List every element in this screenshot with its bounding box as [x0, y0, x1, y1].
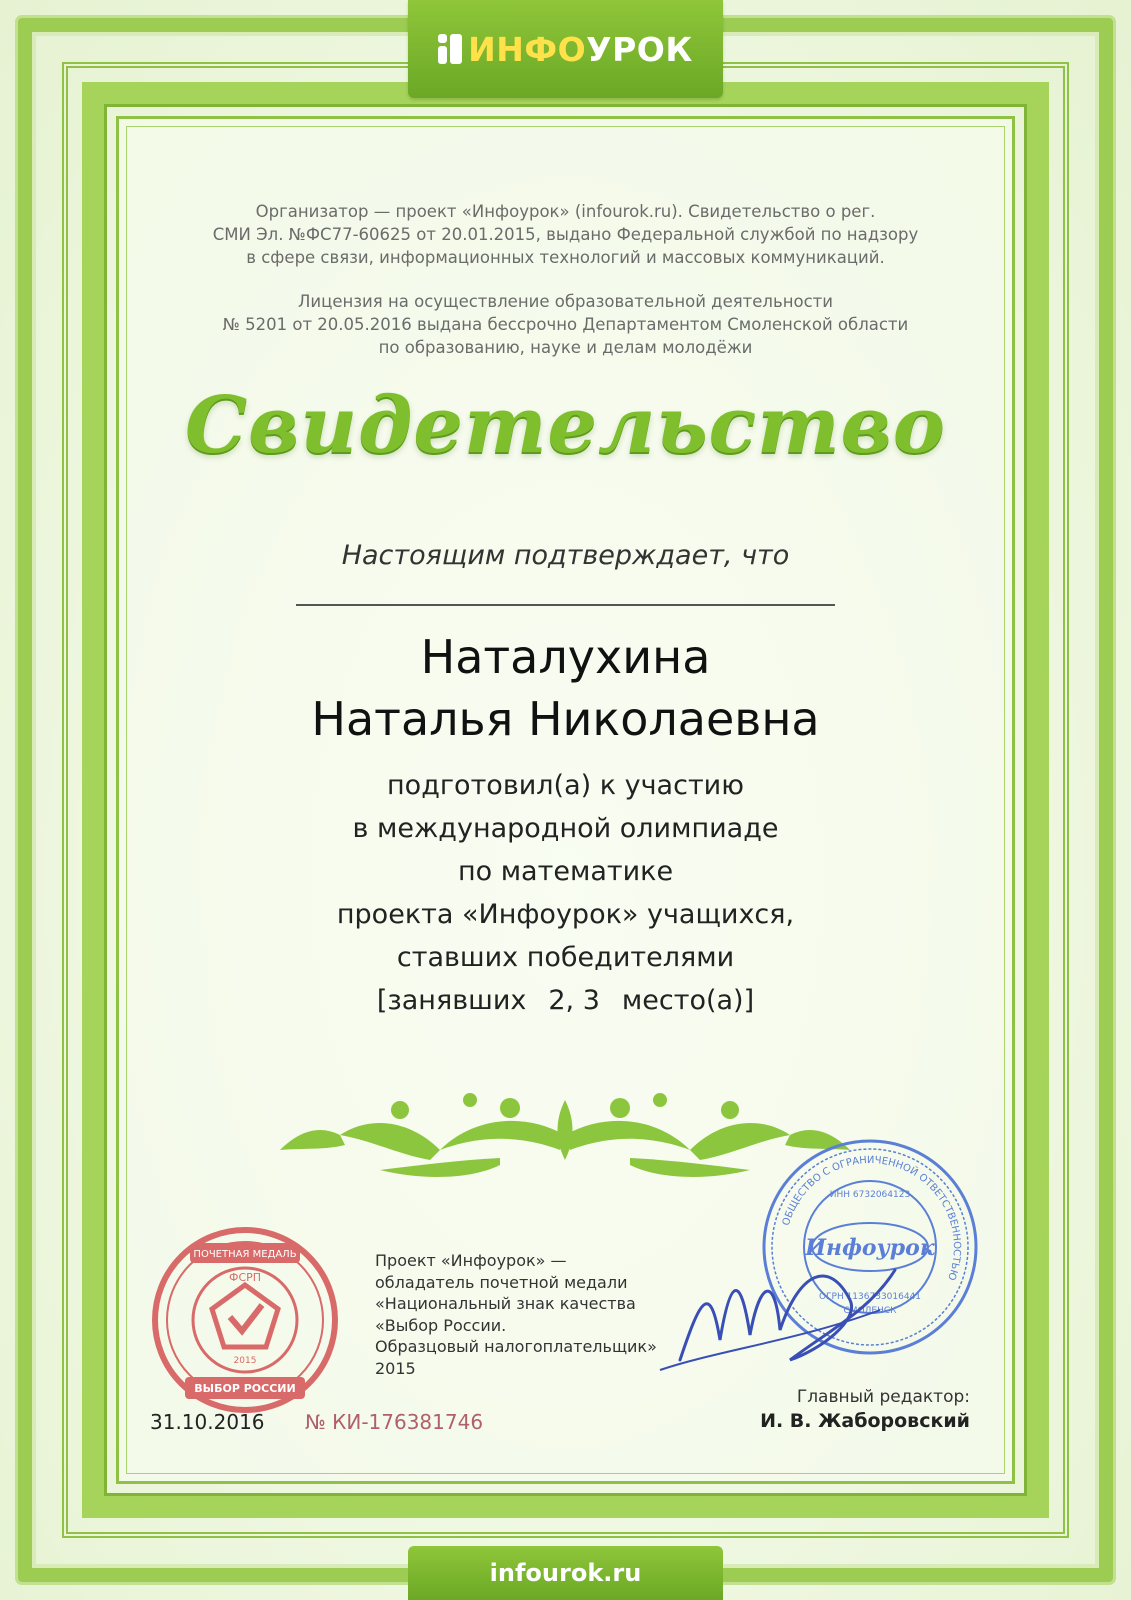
quality-medal-seal: [150, 1225, 340, 1415]
logo-wordmark: ИНФОУРОК: [468, 29, 693, 69]
medal-note-line: «Выбор России.: [375, 1315, 507, 1335]
body-line: по математике: [457, 856, 674, 887]
medal-note-line: обладатель почетной медали: [375, 1272, 628, 1292]
license-line: № 5201 от 20.05.2016 выдана бессрочно Департаментом Смоленской области: [222, 315, 909, 334]
certificate-body: [140, 764, 991, 1022]
divider-line: [296, 604, 835, 606]
place-open: [занявших: [376, 985, 527, 1016]
footer-tab: [408, 1546, 723, 1600]
svg-text:ФСРП: ФСРП: [228, 1271, 262, 1284]
body-line: проекта «Инфоурок» учащихся,: [336, 899, 795, 930]
svg-text:ПОЧЕТНАЯ МЕДАЛЬ: ПОЧЕТНАЯ МЕДАЛЬ: [193, 1249, 297, 1260]
organizer-line: в сфере связи, информационных технологий и массовых коммуникаций.: [246, 248, 885, 267]
recipient-given-names: Наталья Николаевна: [311, 692, 820, 746]
medal-note-line: Проект «Инфоурок» —: [375, 1251, 567, 1270]
signature-mark: [640, 1240, 900, 1390]
editor-name: И. В. Жаборовский: [760, 1410, 970, 1432]
body-line: в международной олимпиаде: [352, 813, 779, 844]
site-link[interactable]: infourok.ru: [489, 1559, 642, 1587]
place-close: место(а)]: [621, 985, 755, 1016]
confirms-text: Настоящим подтверждает, что: [341, 540, 790, 571]
medal-note: [375, 1250, 657, 1379]
body-line: ставших победителями: [396, 942, 735, 973]
certificate-number: № КИ-176381746: [305, 1410, 484, 1434]
svg-text:ИНН 6732064123: ИНН 6732064123: [829, 1190, 911, 1200]
organizer-line: Организатор — проект «Инфоурок» (infourok.ru). Свидетельство о рег.: [255, 202, 876, 221]
medal-note-line: Образцовый налогоплательщик»: [375, 1337, 657, 1356]
organizer-line: СМИ Эл. №ФС77-60625 от 20.01.2015, выдано Федеральной службой по надзору: [212, 225, 919, 244]
license-info: [140, 290, 991, 359]
svg-text:ВЫБОР РОССИИ: ВЫБОР РОССИИ: [194, 1382, 296, 1395]
license-line: по образованию, науке и делам молодёжи: [378, 338, 753, 357]
organizer-info: [140, 200, 991, 269]
medal-note-line: 2015: [375, 1358, 416, 1378]
medal-note-line: «Национальный знак качества: [375, 1294, 636, 1313]
certificate-title: Свидетельство: [185, 380, 946, 471]
svg-text:Инфоурок: Инфоурок: [805, 1235, 935, 1261]
license-line: Лицензия на осуществление образовательной деятельности: [297, 292, 833, 311]
recipient-surname: Наталухина: [420, 630, 711, 684]
logo-header: [408, 0, 723, 98]
issue-date: 31.10.2016: [150, 1410, 265, 1434]
body-line: подготовил(а) к участию: [387, 770, 744, 801]
svg-text:ОГРН 1136733016441: ОГРН 1136733016441: [818, 1292, 922, 1302]
place-value: 2, 3: [548, 985, 600, 1016]
editor-label: Главный редактор:: [796, 1387, 970, 1407]
svg-text:ОБЩЕСТВО С ОГРАНИЧЕННОЙ ОТВЕТС: ОБЩЕСТВО С ОГРАНИЧЕННОЙ ОТВЕТСТВЕННОСТЬЮ: [780, 1154, 963, 1282]
place-line: [140, 979, 991, 1022]
svg-text:СМОЛЕНСК: СМОЛЕНСК: [843, 1306, 897, 1316]
svg-text:2015: 2015: [233, 1356, 257, 1366]
logo-icon: [438, 34, 462, 64]
